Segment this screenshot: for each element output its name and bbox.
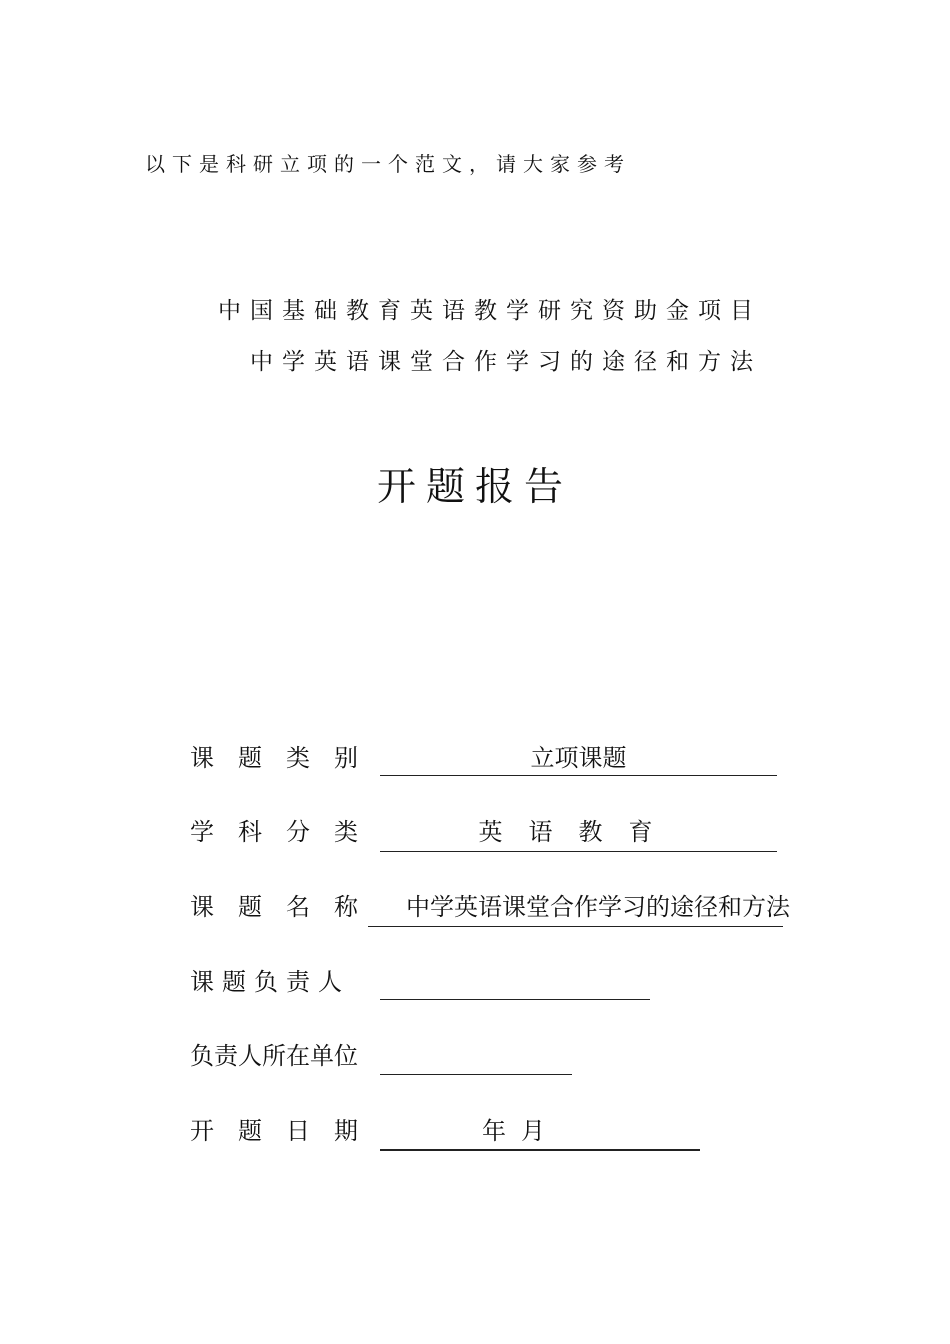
subject-value: 英语教育 [478,818,679,846]
project-funding-title: 中国基础教育英语教学研究资助金项目 [218,298,762,324]
category-label: 课题类别 [190,744,382,772]
topic-name-label: 课题名称 [190,893,382,921]
date-year-label: 年 [482,1117,506,1145]
date-label: 开题日期 [190,1117,382,1145]
leader-label: 课题负责人 [190,968,350,996]
category-value: 立项课题 [530,744,627,772]
project-topic-title: 中学英语课堂合作学习的途径和方法 [250,349,762,375]
date-month-label: 月 [521,1117,545,1145]
subject-label: 学科分类 [190,818,382,846]
unit-underline [380,1074,572,1075]
category-underline [380,775,777,776]
subject-underline [380,851,777,852]
topic-name-underline [368,926,783,927]
leader-underline [380,999,650,1000]
unit-label: 负责人所在单位 [190,1042,358,1070]
topic-name-value: 中学英语课堂合作学习的途径和方法 [406,893,790,921]
intro-note: 以下是科研立项的一个范文，请大家参考 [145,152,631,176]
report-title: 开题报告 [376,465,573,510]
date-underline [380,1149,700,1151]
